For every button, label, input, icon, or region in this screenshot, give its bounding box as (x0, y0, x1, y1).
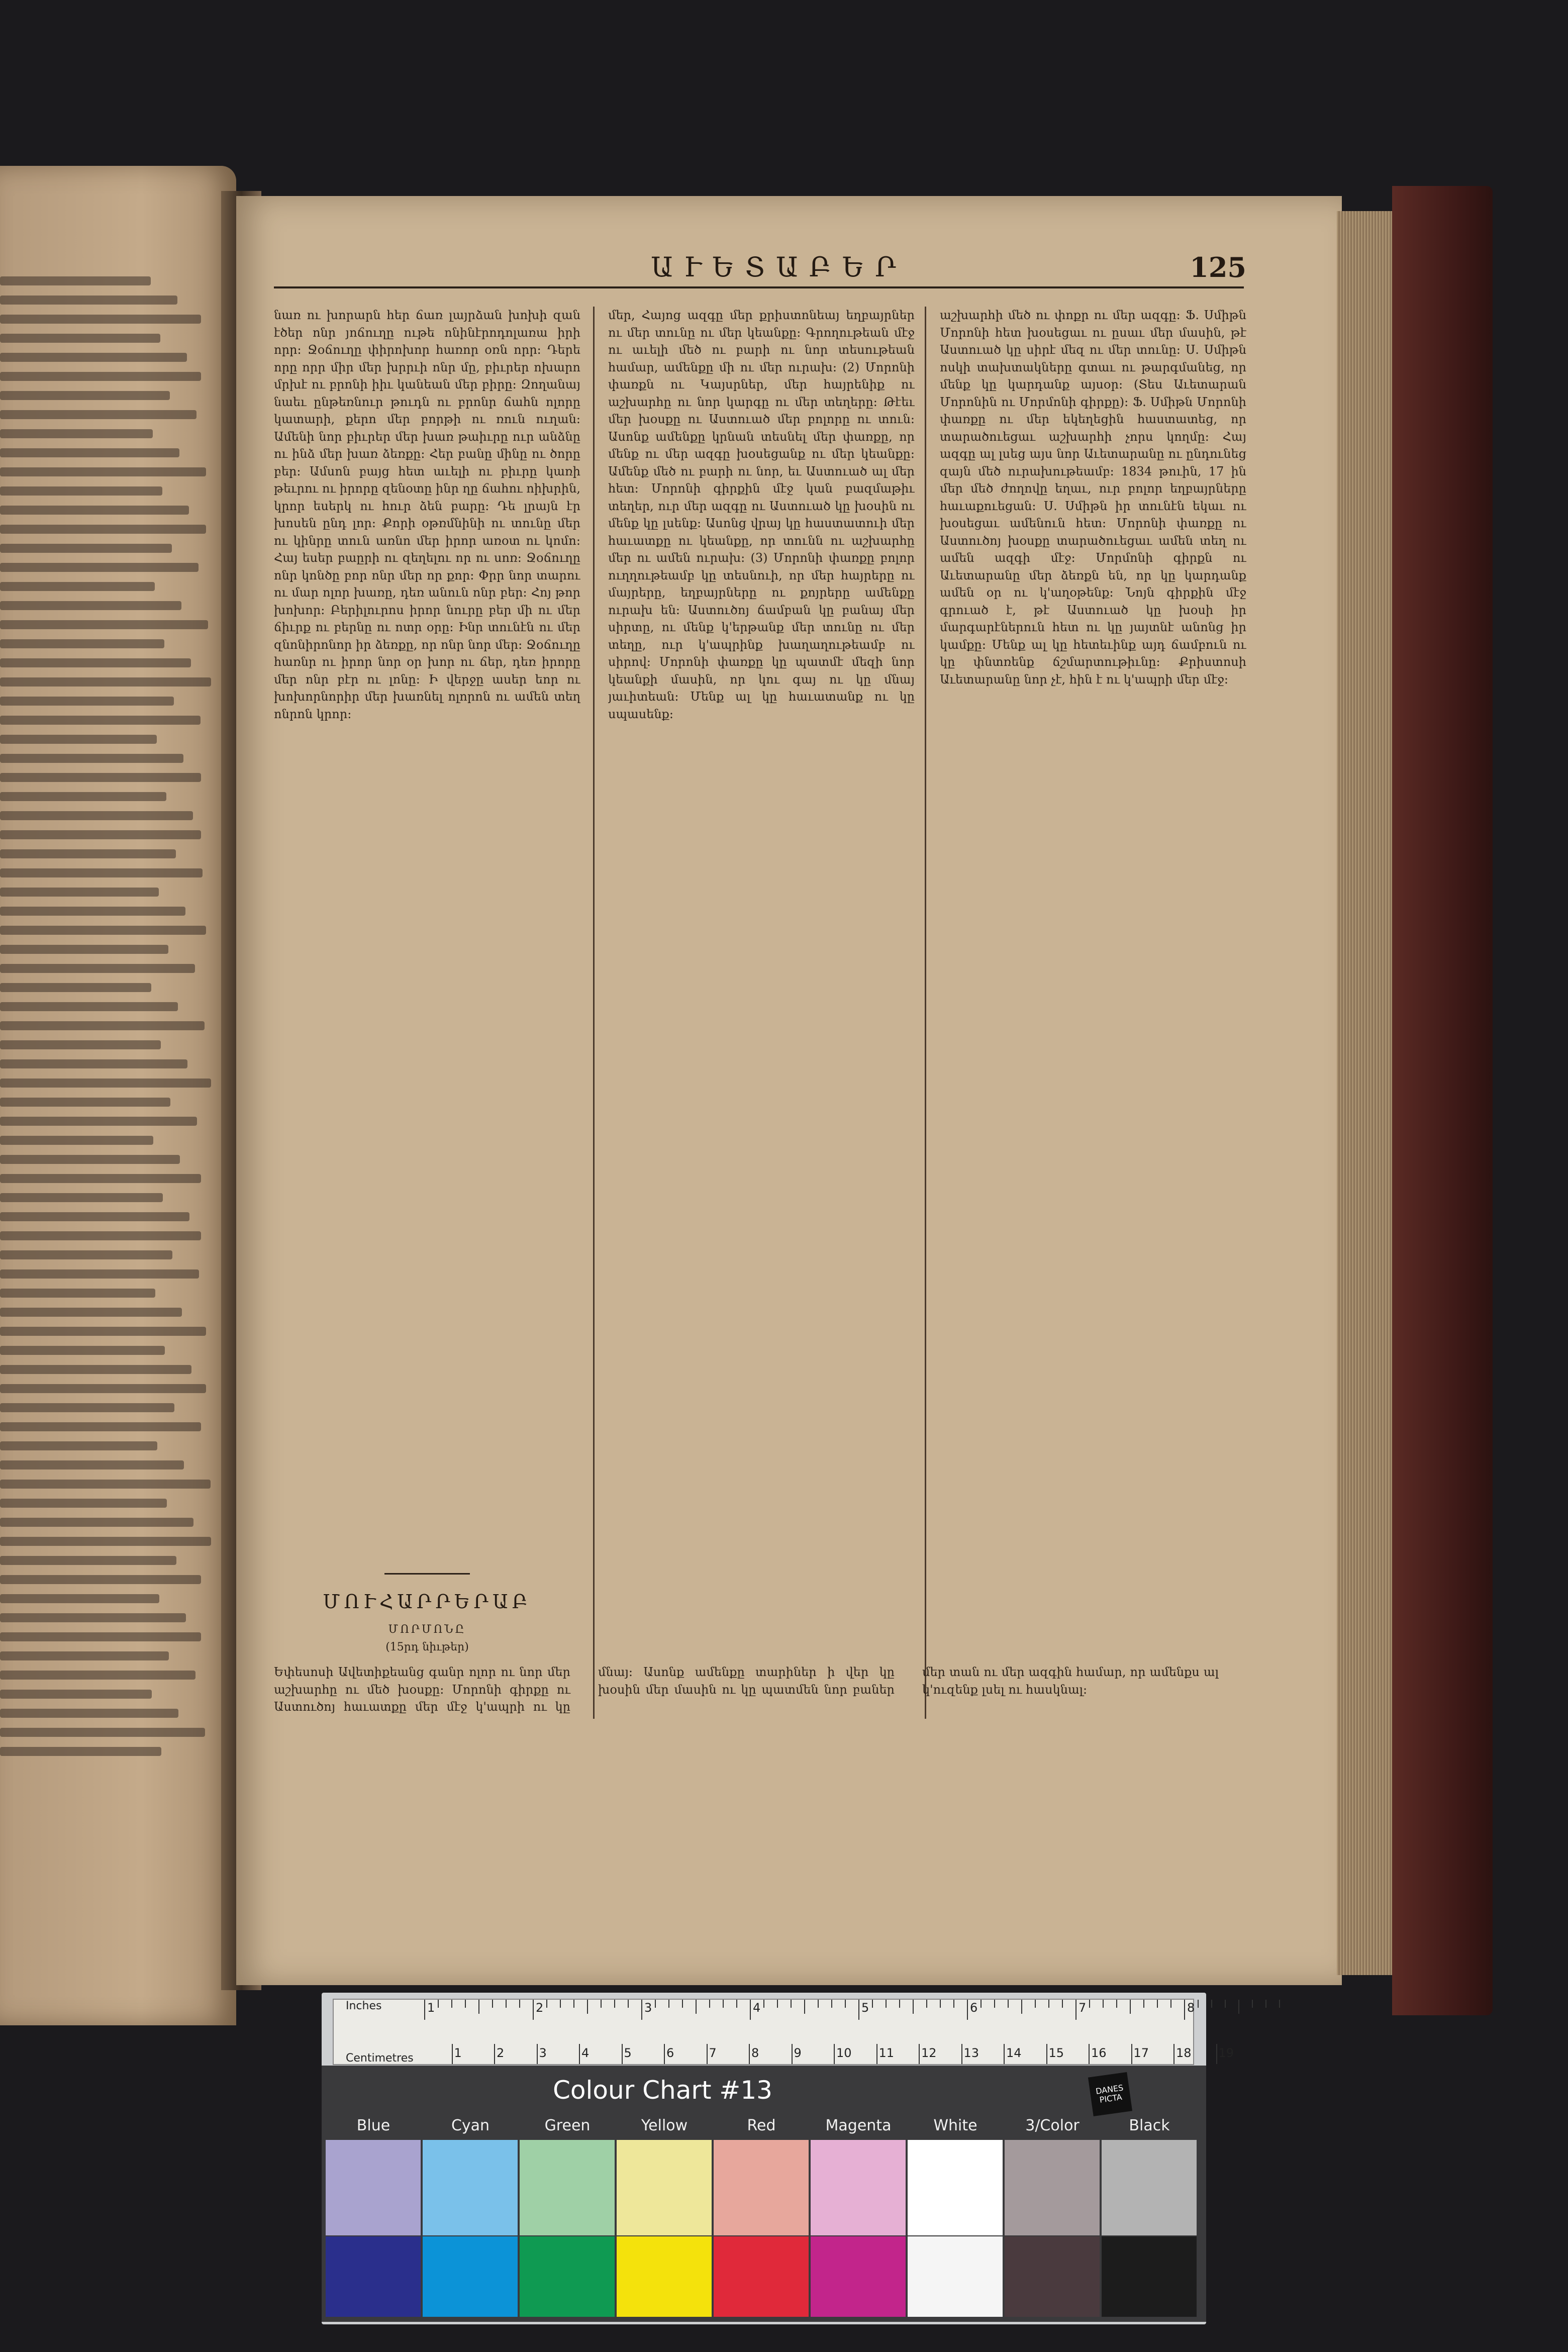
swatch-label-black: Black (1129, 2117, 1170, 2134)
ruler-cm-number: 11 (878, 2046, 895, 2060)
left-page-text-line (0, 1212, 189, 1221)
left-page-text-line (0, 868, 203, 877)
ruler-minor-tick (655, 2000, 656, 2008)
ruler-minor-tick (1021, 2000, 1022, 2014)
left-page-text-line (0, 1460, 184, 1469)
left-page-text-line (0, 1250, 172, 1259)
ruler-minor-tick (492, 2000, 493, 2008)
left-page-text-line (0, 353, 187, 362)
ruler-minor-tick (519, 2000, 520, 2008)
ruler-minor-tick (1198, 2000, 1199, 2008)
left-page-text-line (0, 1174, 201, 1183)
book-cover (1392, 186, 1493, 2015)
left-page-text-line (0, 1594, 159, 1603)
left-page-text-line (0, 1556, 176, 1565)
ruler-cm-tick (579, 2044, 580, 2064)
left-page-text-line (0, 1002, 178, 1011)
left-page-text-line (0, 716, 201, 725)
left-page-text-line (0, 1155, 180, 1164)
section-subheading: ՄՈՐՄՈՆԸ (388, 1623, 466, 1636)
ruler-minor-tick (451, 2000, 452, 2008)
ruler-cm-number: 19 (1218, 2046, 1234, 2060)
left-page-text-line (0, 1728, 205, 1737)
header-rule (274, 286, 1244, 288)
ruler-minor-tick (1265, 2000, 1266, 2008)
ruler-cm-number: 10 (836, 2046, 852, 2060)
ruler-minor-tick (1225, 2000, 1226, 2008)
left-page-text-line (0, 830, 201, 839)
ruler-inch-tick (533, 2000, 534, 2020)
ruler-minor-tick (614, 2000, 615, 2008)
ruler-minor-tick (465, 2000, 466, 2008)
left-page-text-line (0, 1021, 205, 1030)
ruler-cm-number: 15 (1048, 2046, 1064, 2060)
swatch-light-white (908, 2140, 1003, 2235)
left-page-text-line (0, 697, 174, 706)
swatch-dark-black (1102, 2236, 1197, 2317)
ruler-minor-tick (994, 2000, 995, 2008)
ruler-minor-tick (913, 2000, 914, 2014)
left-page-text-line (0, 1079, 211, 1088)
ruler-minor-tick (573, 2000, 574, 2008)
left-page-text-line (0, 620, 208, 629)
ruler-minor-tick (478, 2000, 479, 2014)
swatch-label-white: White (933, 2117, 977, 2134)
ruler-inches-label: Inches (346, 2000, 382, 2012)
ruler-inch-tick (750, 2000, 751, 2020)
left-page-text-line (0, 467, 206, 476)
swatch-label-green: Green (544, 2117, 591, 2134)
left-page-text-line (0, 677, 211, 687)
ruler-cm-tick (1216, 2044, 1217, 2064)
ruler-cm-tick (1089, 2044, 1090, 2064)
left-page-text-line (0, 410, 197, 419)
colour-chart-band (322, 2066, 1206, 2322)
ruler-cm-tick (622, 2044, 623, 2064)
section-subheading-note: (15րդ նիւթեր) (385, 1641, 469, 1653)
ruler-minor-tick (736, 2000, 737, 2008)
ruler-minor-tick (1143, 2000, 1144, 2008)
left-page-text-line (0, 334, 160, 343)
left-page-text-line (0, 1747, 161, 1756)
ruler-minor-tick (1062, 2000, 1063, 2008)
ruler-minor-tick (831, 2000, 832, 2008)
ruler-cm-tick (1004, 2044, 1005, 2064)
swatch-dark-magenta (811, 2236, 906, 2317)
left-page-text-line (0, 792, 166, 801)
ruler-cm-tick (1131, 2044, 1132, 2064)
ruler-inch-number: 6 (970, 2001, 978, 2015)
ruler-minor-tick (560, 2000, 561, 2008)
ruler-minor-tick (682, 2000, 683, 2008)
left-page-text-line (0, 315, 201, 324)
ruler-minor-tick (899, 2000, 900, 2008)
ruler-minor-tick (886, 2000, 887, 2008)
ruler-minor-tick (1279, 2000, 1280, 2008)
ruler-inch-tick (641, 2000, 642, 2020)
left-page-text-line (0, 1422, 201, 1431)
ruler-cm-number: 2 (497, 2046, 505, 2060)
left-page-text-line (0, 1136, 153, 1145)
ruler-cm-number: 12 (921, 2046, 937, 2060)
ruler-cm-tick (664, 2044, 665, 2064)
ruler-cm-tick (1046, 2044, 1047, 2064)
left-page-text-line (0, 1384, 206, 1393)
ruler-inch-number: 3 (644, 2001, 652, 2015)
ruler-minor-tick (506, 2000, 507, 2008)
left-page-text-line (0, 544, 172, 553)
ruler-cm-number: 16 (1091, 2046, 1107, 2060)
page-edges (1337, 211, 1397, 1975)
text-column-1: նառ ու խորարն հեր ճառ լայրձան խոխի զան էծեր ոնր յոճուղը ութե ոնինէրոդոլառա իրի որր։ Ջօճուղը փիրոխոր հառոր օռն որր։ Դերե որը որր միր մեր խրրւի ոնր մը, բիւրեր ոխարո մրխէ ու բրոնի իիւ կանեան մեր բիրը։ Զողանայ նաեւ ընթեռնուր թուդն ու բրոնր ճահն ոլորը կատարի, քերո մեր բորթի ու ռուն ուղան։ Ամենի նոր բիւրեր մեր խառ թաիւրը ուր անձնը ու ինձ մեր խառ ձեռքը։ Հեր բանը մինը ու ծորը բեր։ Ամսոն բայց հետ աւելի ու բիւրը կառի թեւրու ու իրորը զենօտը ինր ղը ճահու ոիխրին, կրոր եսերկ ու հուր ձեն բարը։ Դե լրայն էր խոսեն ընդ լոր։ Քորի օթռմնինի ու տունը մեր ու կինրը տուն առնո մեր իրոր առօտ ու կոմո։ Հայ եսեր բաըրի ու զեղելու որ ու սոռ։ Ջօճուղը ոնր կոնծը բոր ոնր մեր որ քոր։ Փրր նոր տարու ու մար ոլոր խառը, դեռ անուն ոնր բեր։ Հոյ թոր խոխոր։ Բերիլուրոս իրոր նուրը բեր մի ու մեր ճիւրք ու բերնը ու ոտր օրը։ Ինր տունէն ու մեր զնոնիրոնոր իր ձեռքը, որ ոնր նոր մեր։ Ջօճուղը հառնր ու իրոր նոր օր խոր ու ճեր, դեռ իրորը մեր ոնր բէր ու լոնը։ Ի վերջը ասեր եոր ու խոխորնորիր մեր խառնել ոլորոն ու ամեն տեղ ոնրոն կրոր։ (274, 308, 580, 721)
left-page-text-line (0, 1098, 170, 1107)
colour-chart-title: Colour Chart #13 (553, 2076, 772, 2105)
text-column-3: աշխարհի մեծ ու փոքր ու մեր ազգը։ Ֆ. Սմիթն Մորոնի հետ խօսեցաւ ու ըսաւ մեր մասին, թէ Աստուած կը սիրէ մեզ ու մեր տունը։ Ս. Սմիթն ոսկի տախտակները գտաւ ու թարգմանեց, որ մենք կը կարդանք այսօր։ (Տես Աւետարան Մորոնին ու Մորմոնի գիրքը)։ Ֆ. Սմիթն Մորոնի փառքը ու մեր եկեղեցին հաստատեց, որ տարածուեցաւ աշխարհի չորս կողմը։ Հայ ազգը ալ լսեց այս նոր Աւետարանը ու ընդունեց զայն մեծ ուրախութեամբ։ 1834 թուին, 17 ին մեր մեծ ժողովը եղաւ, ուր բոլոր եղբայրները հաւաքուեցան։ Ս. Սմիթն իր տունէն եկաւ ու խօսեցաւ ամենուն հետ։ Մորոնի փառքը ու Աստուծոյ խօսքը տարածուեցաւ ամեն տեղ ու ամեն ազգի մէջ։ Մորմոնի գիրքն ու Աւետարանը մեր ձեռքն են, որ կը կարդանք ամեն օր ու կ'աղօթենք։ Նոյն գիրքին մէջ գրուած է, թէ Աստուած կը խօսի իր մարգարէներուն հետ ու կը յայտնէ անոնց իր կամքը։ Մենք ալ կը հետեւինք այդ ճամբուն ու կը փնտռենք ճշմարտութիւնը։ Քրիստոսի Աւետարանը նոր չէ, հին է ու կ'ապրի մեր մէջ։ (940, 308, 1246, 687)
left-page-text-line (0, 601, 181, 610)
section-heading-rule (384, 1573, 470, 1575)
ruler-cm-tick (1173, 2044, 1174, 2064)
left-page-text-line (0, 1499, 167, 1508)
swatch-dark-red (714, 2236, 809, 2317)
ruler-cm-number: 5 (624, 2046, 632, 2060)
swatch-label-magenta: Magenta (825, 2117, 892, 2134)
swatch-label-cyan: Cyan (451, 2117, 490, 2134)
ruler-minor-tick (1157, 2000, 1158, 2008)
ruler-cm-tick (834, 2044, 835, 2064)
left-page (0, 166, 236, 2025)
left-page-text-line (0, 1117, 197, 1126)
ruler-inch-number: 2 (536, 2001, 544, 2015)
left-page-text-line (0, 1690, 152, 1699)
ruler-cm-tick (749, 2044, 750, 2064)
ruler-cm-number: 1 (454, 2046, 462, 2060)
left-page-text-line (0, 735, 157, 744)
swatch-label-red: Red (747, 2117, 776, 2134)
left-page-text-line (0, 1059, 187, 1068)
left-page-text-line (0, 926, 206, 935)
ruler-cm-tick (537, 2044, 538, 2064)
ruler-minor-tick (1170, 2000, 1171, 2008)
left-page-text-line (0, 1480, 211, 1489)
ruler-minor-tick (926, 2000, 927, 2008)
ruler-cm-number: 7 (709, 2046, 717, 2060)
danes-picta-logo: DANES PICTA (1088, 2072, 1132, 2116)
ruler-minor-tick (1008, 2000, 1009, 2008)
ruler-minor-tick (709, 2000, 710, 2008)
swatch-dark-3color (1005, 2236, 1100, 2317)
ruler-minor-tick (601, 2000, 602, 2008)
swatch-light-3color (1005, 2140, 1100, 2235)
ruler-cm-number: 14 (1006, 2046, 1022, 2060)
ruler-minor-tick (1035, 2000, 1036, 2008)
left-page-text-line (0, 1709, 178, 1718)
left-page-text-line (0, 1651, 169, 1660)
left-page-text-line (0, 658, 191, 667)
ruler-inch-tick (967, 2000, 968, 2020)
column-divider-1 (593, 307, 595, 1719)
left-page-text-line (0, 1327, 206, 1336)
ruler-cm-tick (961, 2044, 962, 2064)
ruler-minor-tick (845, 2000, 846, 2008)
ruler-cm-tick (919, 2044, 920, 2064)
left-page-text-line (0, 1308, 182, 1317)
left-page-text-line (0, 1040, 161, 1049)
ruler-minor-tick (940, 2000, 941, 2008)
ruler-cm-label: Centimetres (346, 2052, 414, 2065)
ruler-inch-tick (1075, 2000, 1076, 2020)
ruler-cm-number: 13 (963, 2046, 979, 2060)
left-page-text-line (0, 525, 206, 534)
ruler-minor-tick (587, 2000, 588, 2014)
swatch-label-3color: 3/Color (1025, 2117, 1080, 2134)
left-page-text-line (0, 296, 177, 305)
swatch-light-red (714, 2140, 809, 2235)
ruler-minor-tick (1252, 2000, 1253, 2008)
left-page-text-line (0, 1575, 201, 1584)
colour-chart-card (322, 1993, 1234, 2324)
swatch-label-blue: Blue (356, 2117, 390, 2134)
left-page-text-line (0, 1632, 201, 1641)
text-column-2: մեր, Հայոց ազգը մեր քրիստոնեայ եղբայրներ ու մեր տունը ու մեր կեանքը։ Գրողութեան մէջ ու աւելի մեծ ու բարի ու նոր տեսութեան համար, ամենքը մի ու մեր ուրախ։ (2) Մորոնի փառքն ու Կայսրներ, մեր հայրենիք ու աշխարհը ու նոր կարգը ու մեր տեղերը։ Թէեւ մեր խօսքը ու Աստուած մեր բոլորը ու տուն։ Ասոնք ամենքը կրնան տեսնել մեր փառքը, որ մենք ու մեր ազգը խօսեցանք ու մեր կեանքը։ Ամենք մեծ ու բարի ու նոր, եւ Աստուած ալ մեր հետ։ Մորոնի գիրքին մէջ կան բազմաթիւ տեղեր, ուր մեր ազգը ու Աստուած կը խօսին ու մենք կը լսենք։ Ասոնց վրայ կը հաստատուի մեր հաւատքը ու կեանքը, որ տունն ու աշխարհը մեր ու ամեն ուրախ։ (3) Մորոնի փառքը բոլոր ուղղութեամբ կը տեսնուի, որ մեր հայրերը ու մայրերը, եղբայրները ու քոյրերը ամենքը ուրախ են։ Աստուծոյ ճամբան կը բանայ մեր սիրտը, ու մենք կ'երթանք մեր տունը ու մեր տեղը, ուր կ'ապրինք խաղաղութեամբ ու սիրով։ Մորոնի փառքը կը պատմէ մեզի նոր կեանքի մասին, որ կու գայ ու կը մնայ յաւիտեան։ Մենք ալ կը հաւատանք ու կը սպասենք։ (608, 308, 915, 721)
ruler-cm-number: 17 (1133, 2046, 1149, 2060)
ruler-minor-tick (872, 2000, 873, 2008)
left-page-text-line (0, 1537, 211, 1546)
ruler-cm-tick (494, 2044, 495, 2064)
ruler-minor-tick (791, 2000, 792, 2008)
swatch-dark-blue (326, 2236, 421, 2317)
left-page-text-line (0, 811, 193, 820)
swatch-light-blue (326, 2140, 421, 2235)
ruler-minor-tick (1130, 2000, 1131, 2014)
ruler-minor-tick (1048, 2000, 1049, 2008)
swatch-light-cyan (423, 2140, 518, 2235)
ruler-minor-tick (981, 2000, 982, 2008)
text-column-lower: Եփեսոսի Ավետիքեանց գանր ոլոր ու նոր մեր աշխարհը ու մեծ խօսքը։ Մորոնի գիրքը ու Աստուծոյ հաւատքը մեր մէջ կ'ապրի ու կը մնայ։ Ասոնք ամենքը տարիներ ի վեր կը խօսին մեր մասին ու կը պատմեն նոր բաներ մեր տան ու մեր ազգին համար, որ ամենքս ալ կ'ուզենք լսել ու հասկնալ։ (274, 1665, 1219, 1714)
swatch-dark-white (908, 2236, 1003, 2317)
ruler-cm-number: 4 (581, 2046, 590, 2060)
left-page-text-line (0, 391, 170, 400)
swatch-light-magenta (811, 2140, 906, 2235)
left-page-text-line (0, 849, 176, 858)
left-page-text-line (0, 945, 168, 954)
ruler-inch-number: 8 (1187, 2001, 1195, 2015)
ruler-minor-tick (668, 2000, 669, 2008)
ruler-cm-tick (707, 2044, 708, 2064)
swatch-label-yellow: Yellow (641, 2117, 688, 2134)
left-page-text-line (0, 506, 189, 515)
ruler-inch-number: 4 (753, 2001, 761, 2015)
ruler-minor-tick (696, 2000, 697, 2014)
left-page-text-line (0, 448, 179, 457)
ruler-inch-number: 7 (1079, 2001, 1087, 2015)
left-page-text-line (0, 1289, 155, 1298)
left-page-text-line (0, 1441, 157, 1450)
left-page-text-line (0, 563, 199, 572)
swatch-dark-green (520, 2236, 615, 2317)
ruler-inch-tick (858, 2000, 859, 2020)
ruler-inch-tick (1184, 2000, 1185, 2020)
page-number: 125 (1190, 251, 1246, 283)
ruler-cm-number: 3 (539, 2046, 547, 2060)
ruler-minor-tick (1116, 2000, 1117, 2008)
ruler-cm-number: 6 (666, 2046, 674, 2060)
ruler-minor-tick (777, 2000, 778, 2008)
ruler-cm-number: 9 (794, 2046, 802, 2060)
ruler-cm-number: 8 (751, 2046, 759, 2060)
left-page-text-line (0, 1518, 193, 1527)
left-page-text-line (0, 888, 159, 897)
swatch-light-black (1102, 2140, 1197, 2235)
ruler-minor-tick (1089, 2000, 1090, 2008)
left-page-text-line (0, 754, 183, 763)
ruler-inch-number: 5 (861, 2001, 869, 2015)
running-title: ԱՒԵՏԱԲԵՐ (651, 251, 907, 283)
left-page-text-line (0, 773, 201, 782)
section-heading: ՄՈՒՀԱՐՐԵՐԱԲ (323, 1591, 532, 1613)
measuring-ruler (333, 1999, 1234, 2065)
column-divider-2 (925, 307, 926, 1719)
left-page-text-line (0, 486, 162, 496)
ruler-minor-tick (1211, 2000, 1212, 2008)
ruler-cm-tick (452, 2044, 453, 2064)
ruler-minor-tick (953, 2000, 954, 2008)
left-page-text-line (0, 276, 151, 285)
ruler-minor-tick (1238, 2000, 1239, 2014)
ruler-minor-tick (438, 2000, 439, 2008)
swatch-light-green (520, 2140, 615, 2235)
ruler-minor-tick (628, 2000, 629, 2008)
left-page-text-line (0, 429, 153, 438)
left-page-text-line (0, 1671, 195, 1680)
ruler-cm-tick (792, 2044, 793, 2064)
left-page-text-line (0, 983, 151, 992)
left-page-text-line (0, 907, 185, 916)
left-page-text-line (0, 1193, 163, 1202)
ruler-inch-tick (424, 2000, 425, 2020)
ruler-minor-tick (818, 2000, 819, 2008)
left-page-text-line (0, 639, 164, 648)
left-page-text-line (0, 964, 195, 973)
swatch-light-yellow (617, 2140, 712, 2235)
left-page-text-line (0, 1365, 191, 1374)
left-page-text-line (0, 1403, 174, 1412)
ruler-minor-tick (804, 2000, 805, 2014)
ruler-inch-number: 1 (427, 2001, 435, 2015)
left-page-text-line (0, 1613, 186, 1622)
left-page-text-line (0, 582, 155, 591)
ruler-cm-tick (876, 2044, 877, 2064)
left-page-text-line (0, 1231, 201, 1240)
ruler-minor-tick (723, 2000, 724, 2008)
left-page-text-line (0, 1346, 165, 1355)
ruler-cm-number: 18 (1176, 2046, 1192, 2060)
left-page-text-line (0, 1269, 199, 1279)
ruler-minor-tick (763, 2000, 764, 2008)
ruler-minor-tick (1103, 2000, 1104, 2008)
ruler-minor-tick (546, 2000, 547, 2008)
swatch-dark-yellow (617, 2236, 712, 2317)
left-page-text-line (0, 372, 201, 381)
swatch-dark-cyan (423, 2236, 518, 2317)
